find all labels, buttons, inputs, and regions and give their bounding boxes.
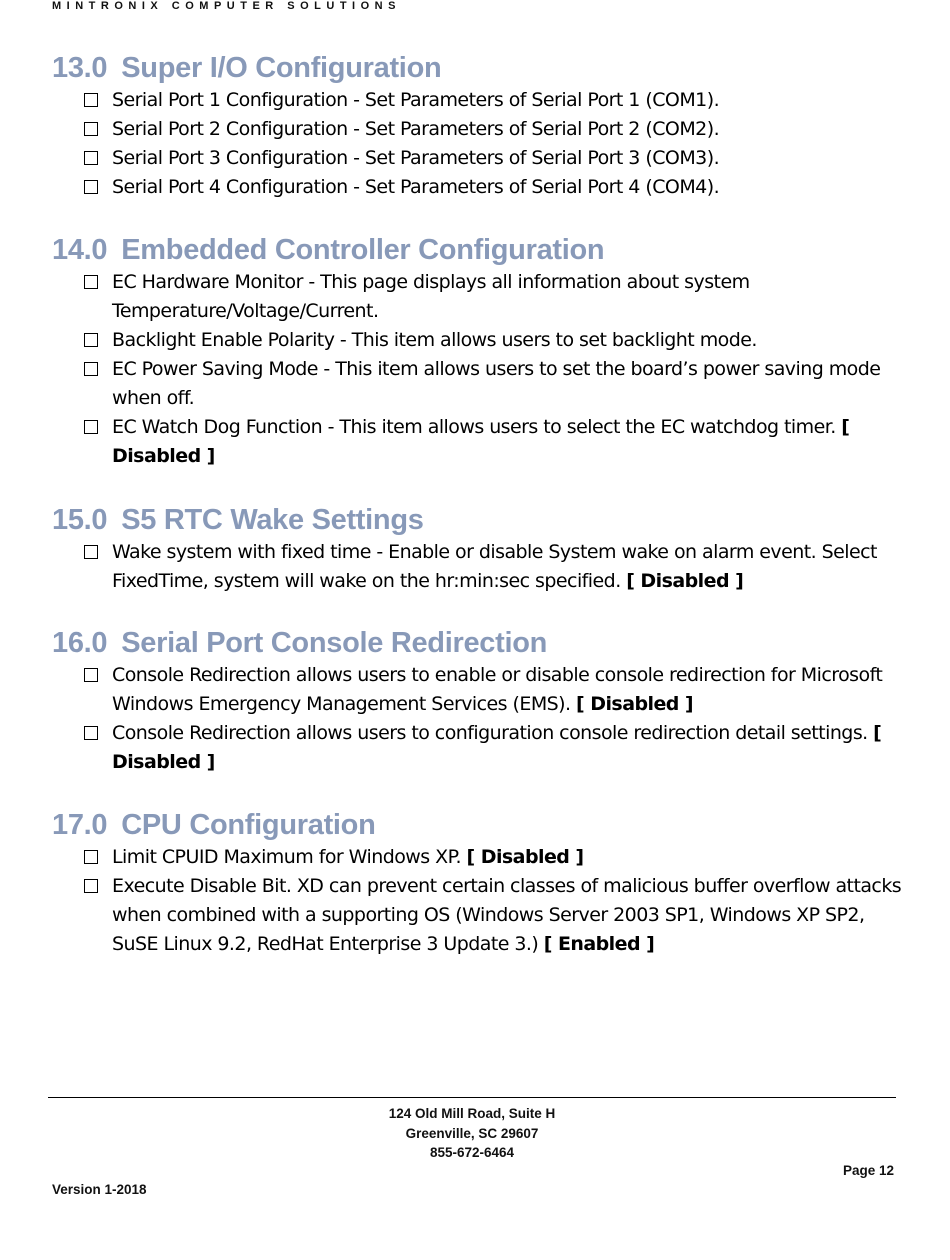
- section-embedded-controller: [52, 232, 902, 471]
- checkbox-icon: [84, 93, 98, 107]
- version-label: Version 1-2018: [52, 1182, 147, 1197]
- section-heading: [52, 625, 902, 661]
- section-console-redirection: [52, 625, 902, 777]
- setting-value: [ Enabled ]: [543, 933, 655, 955]
- section-cpu-configuration: [52, 807, 902, 959]
- setting-value: [ Disabled ]: [626, 570, 744, 592]
- section-heading: [52, 502, 902, 538]
- item-text: Serial Port 3 Configuration - Set Parameters of Serial Port 3 (COM3).: [112, 147, 720, 169]
- list-item: [52, 326, 902, 355]
- section-number: 13.0: [52, 52, 108, 84]
- checkbox-icon: [84, 668, 98, 682]
- checkbox-icon: [84, 420, 98, 434]
- checkbox-icon: [84, 333, 98, 347]
- checkbox-icon: [84, 275, 98, 289]
- item-text: Limit CPUID Maximum for Windows XP.: [112, 846, 462, 868]
- item-text: Execute Disable Bit. XD can prevent certain classes of malicious buffer overflow attacks when combined with a supporting OS (Windows Server 2003 SP1, Windows XP SP2, SuSE Linux 9.2, RedHat Enterprise 3 Update 3.): [112, 875, 902, 955]
- list-item: [52, 719, 902, 777]
- checkbox-icon: [84, 545, 98, 559]
- list-item: [52, 413, 902, 471]
- section-title: Super I/O Configuration: [121, 52, 442, 84]
- item-text: Serial Port 4 Configuration - Set Parameters of Serial Port 4 (COM4).: [112, 176, 720, 198]
- section-number: 15.0: [52, 504, 108, 536]
- section-title: Serial Port Console Redirection: [121, 627, 548, 659]
- list-item: [52, 86, 902, 115]
- item-text: Console Redirection allows users to configuration console redirection detail settings.: [112, 722, 868, 744]
- checkbox-icon: [84, 726, 98, 740]
- item-text: Wake system with fixed time - Enable or disable System wake on alarm event. Select FixedTime, system will wake on the hr:min:sec specified.: [112, 541, 877, 592]
- address-line-1: 124 Old Mill Road, Suite H: [388, 1106, 556, 1121]
- item-text: Serial Port 2 Configuration - Set Parameters of Serial Port 2 (COM2).: [112, 118, 720, 140]
- section-super-io: [52, 50, 902, 202]
- section-title: CPU Configuration: [121, 809, 376, 841]
- item-text: Serial Port 1 Configuration - Set Parameters of Serial Port 1 (COM1).: [112, 89, 720, 111]
- setting-value: [ Disabled ]: [112, 416, 850, 467]
- item-list: [52, 86, 902, 202]
- list-item: [52, 355, 902, 413]
- footer-address: [0, 1104, 944, 1163]
- address-line-2: Greenville, SC 29607: [405, 1125, 539, 1141]
- phone-number: 855-672-6464: [429, 1145, 515, 1160]
- section-heading: [52, 807, 902, 843]
- item-list: [52, 268, 902, 471]
- list-item: [52, 268, 902, 326]
- checkbox-icon: [84, 151, 98, 165]
- section-title: Embedded Controller Configuration: [121, 234, 605, 266]
- item-list: [52, 661, 902, 777]
- section-heading: [52, 50, 902, 86]
- item-list: [52, 538, 902, 596]
- checkbox-icon: [84, 879, 98, 893]
- setting-value: [ Disabled ]: [466, 846, 584, 868]
- list-item: [52, 872, 902, 959]
- section-number: 16.0: [52, 627, 108, 659]
- checkbox-icon: [84, 850, 98, 864]
- checkbox-icon: [84, 180, 98, 194]
- item-text: EC Power Saving Mode - This item allows users to set the board’s power saving mode when off.: [112, 358, 881, 409]
- item-text: EC Hardware Monitor - This page displays all information about system Temperature/Voltage/Current.: [112, 271, 750, 322]
- footer-divider: [48, 1097, 896, 1098]
- section-number: 17.0: [52, 809, 108, 841]
- section-s5-rtc-wake: [52, 502, 902, 596]
- setting-value: [ Disabled ]: [112, 722, 882, 773]
- list-item: [52, 144, 902, 173]
- setting-value: [ Disabled ]: [576, 693, 694, 715]
- page-number: Page 12: [842, 1163, 894, 1178]
- item-text: EC Watch Dog Function - This item allows users to select the EC watchdog timer.: [112, 416, 836, 438]
- list-item: [52, 843, 902, 872]
- list-item: [52, 538, 902, 596]
- checkbox-icon: [84, 362, 98, 376]
- item-text: Console Redirection allows users to enable or disable console redirection for Microsoft Windows Emergency Management Services (EMS).: [112, 664, 883, 715]
- company-header: MINTRONIX COMPUTER SOLUTIONS: [52, 0, 401, 12]
- list-item: [52, 115, 902, 144]
- list-item: [52, 661, 902, 719]
- item-text: Backlight Enable Polarity - This item allows users to set backlight mode.: [112, 329, 757, 351]
- list-item: [52, 173, 902, 202]
- section-title: S5 RTC Wake Settings: [121, 504, 424, 536]
- checkbox-icon: [84, 122, 98, 136]
- item-list: [52, 843, 902, 959]
- section-number: 14.0: [52, 234, 108, 266]
- section-heading: [52, 232, 902, 268]
